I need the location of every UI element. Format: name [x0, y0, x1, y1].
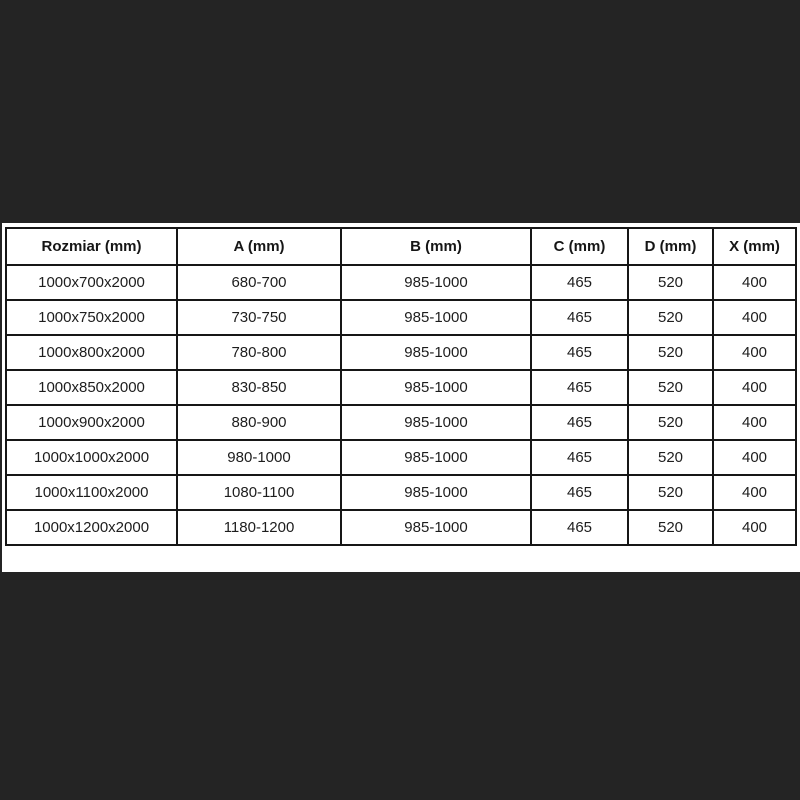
table-cell: 680-700 — [177, 265, 341, 300]
table-cell: 985-1000 — [341, 510, 531, 545]
table-cell: 465 — [531, 475, 628, 510]
table-cell: 400 — [713, 510, 796, 545]
table-cell: 985-1000 — [341, 265, 531, 300]
table-cell: 520 — [628, 370, 713, 405]
table-cell: 1000x900x2000 — [6, 405, 177, 440]
table-row — [6, 440, 796, 475]
table-cell: 520 — [628, 265, 713, 300]
table-cell: 465 — [531, 265, 628, 300]
table-cell: 465 — [531, 300, 628, 335]
table-cell: 400 — [713, 300, 796, 335]
table-cell: 985-1000 — [341, 370, 531, 405]
table-cell: 980-1000 — [177, 440, 341, 475]
table-row — [6, 405, 796, 440]
table-row — [6, 370, 796, 405]
column-header: D (mm) — [628, 228, 713, 265]
table-cell: 520 — [628, 475, 713, 510]
table-cell: 400 — [713, 405, 796, 440]
table-cell: 1000x800x2000 — [6, 335, 177, 370]
table-cell: 985-1000 — [341, 405, 531, 440]
table-cell: 400 — [713, 475, 796, 510]
column-header: C (mm) — [531, 228, 628, 265]
table-cell: 985-1000 — [341, 440, 531, 475]
table-cell: 465 — [531, 405, 628, 440]
table-cell: 1000x750x2000 — [6, 300, 177, 335]
table-cell: 520 — [628, 510, 713, 545]
table-cell: 400 — [713, 370, 796, 405]
table-cell: 465 — [531, 510, 628, 545]
table-cell: 465 — [531, 370, 628, 405]
table-cell: 985-1000 — [341, 300, 531, 335]
column-header: A (mm) — [177, 228, 341, 265]
table-cell: 520 — [628, 335, 713, 370]
size-table-panel — [2, 223, 800, 572]
table-cell: 465 — [531, 335, 628, 370]
table-cell: 1000x1000x2000 — [6, 440, 177, 475]
table-cell: 520 — [628, 440, 713, 475]
table-row — [6, 475, 796, 510]
column-header: Rozmiar (mm) — [6, 228, 177, 265]
table-cell: 1080-1100 — [177, 475, 341, 510]
table-cell: 730-750 — [177, 300, 341, 335]
table-cell: 465 — [531, 440, 628, 475]
header-row — [6, 228, 796, 265]
table-cell: 1000x850x2000 — [6, 370, 177, 405]
table-cell: 520 — [628, 300, 713, 335]
table-cell: 1000x1100x2000 — [6, 475, 177, 510]
table-cell: 1000x700x2000 — [6, 265, 177, 300]
table-cell: 1180-1200 — [177, 510, 341, 545]
table-cell: 400 — [713, 265, 796, 300]
size-table — [5, 227, 797, 546]
table-cell: 520 — [628, 405, 713, 440]
table-row — [6, 300, 796, 335]
table-cell: 880-900 — [177, 405, 341, 440]
table-cell: 985-1000 — [341, 475, 531, 510]
table-row — [6, 265, 796, 300]
table-cell: 830-850 — [177, 370, 341, 405]
column-header: B (mm) — [341, 228, 531, 265]
column-header: X (mm) — [713, 228, 796, 265]
table-cell: 780-800 — [177, 335, 341, 370]
table-cell: 1000x1200x2000 — [6, 510, 177, 545]
table-row — [6, 335, 796, 370]
table-row — [6, 510, 796, 545]
table-cell: 985-1000 — [341, 335, 531, 370]
table-cell: 400 — [713, 335, 796, 370]
table-cell: 400 — [713, 440, 796, 475]
